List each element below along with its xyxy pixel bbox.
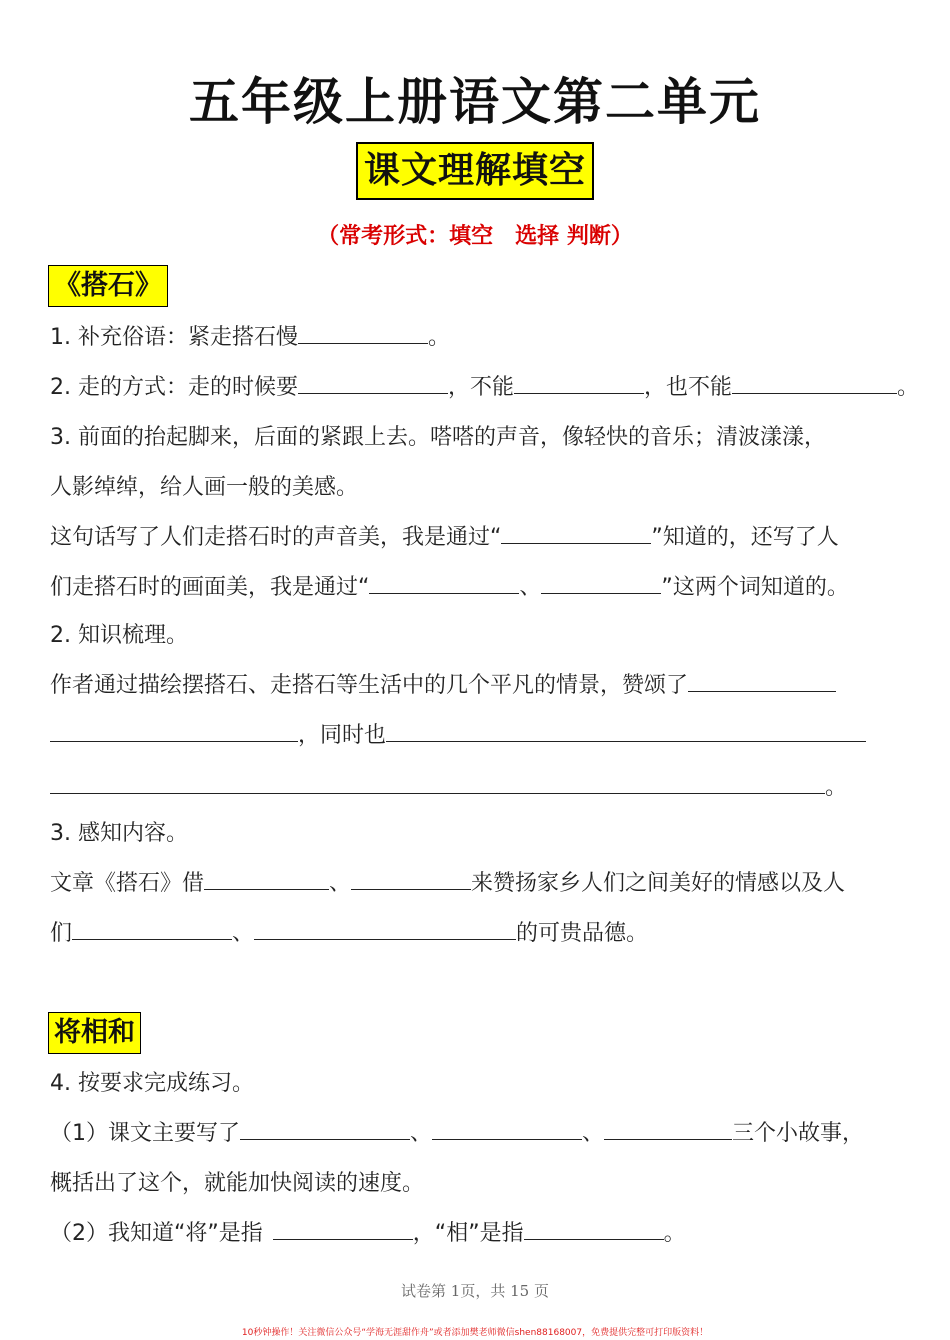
question-text: 、 [519, 575, 542, 600]
answer-blank[interactable] [72, 919, 232, 940]
question-text: ，也不能 [644, 375, 733, 400]
page-subtitle: 课文理解填空 [356, 142, 594, 200]
question-text: 。 [897, 375, 920, 400]
question-4-title: 4. 按要求完成练习。 [50, 1071, 254, 1096]
answer-blank[interactable] [50, 773, 825, 794]
section-tag-dashi: 《搭石》 [48, 265, 168, 307]
question-text: 1. 补充俗语：紧走搭石慢 [50, 325, 298, 350]
question-text: ，同时也 [298, 723, 387, 748]
answer-blank[interactable] [369, 573, 519, 594]
question-text: 2. 走的方式：走的时候要 [50, 375, 298, 400]
content-line-1 [50, 868, 845, 900]
subtitle-wrap [0, 142, 950, 200]
question-text: 、 [329, 871, 352, 896]
question-text: 、 [410, 1121, 433, 1146]
question-text: （1）课文主要写了 [50, 1121, 240, 1146]
question-1 [50, 322, 450, 354]
question-text: ，不能 [447, 375, 514, 400]
page-title: 五年级上册语文第二单元 [189, 73, 761, 131]
question-text: ”知道的，还写了人 [651, 525, 839, 550]
question-text: 。 [427, 325, 450, 350]
answer-blank[interactable] [524, 1219, 664, 1240]
content-title: 3. 感知内容。 [50, 821, 188, 846]
question-3-line-4 [50, 572, 849, 604]
answer-blank[interactable] [541, 573, 661, 594]
question-text: 作者通过描绘摆搭石、走搭石等生活中的几个平凡的情景，赞颂了 [50, 673, 689, 698]
question-4-part-1-line-2: 概括出了这个，就能加快阅读的速度。 [50, 1171, 425, 1196]
question-text: 三个小故事， [732, 1121, 865, 1146]
question-text: 来赞扬家乡人们之间美好的情感以及人 [471, 871, 846, 896]
answer-blank[interactable] [273, 1219, 413, 1240]
answer-blank[interactable] [298, 373, 448, 394]
knowledge-line-2 [50, 720, 866, 752]
question-4-part-1 [50, 1118, 864, 1150]
answer-blank[interactable] [514, 373, 644, 394]
answer-blank[interactable] [501, 523, 651, 544]
question-3-line-3 [50, 522, 839, 554]
answer-blank[interactable] [240, 1119, 410, 1140]
knowledge-line-1 [50, 670, 836, 702]
question-4-part-2 [50, 1218, 686, 1250]
answer-blank[interactable] [732, 373, 897, 394]
answer-blank[interactable] [432, 1119, 582, 1140]
question-text: ”这两个词知道的。 [661, 575, 849, 600]
question-3-line-2: 人影绰绰，给人画一般的美感。 [50, 475, 359, 500]
question-text: 、 [582, 1121, 605, 1146]
question-text: 、 [232, 921, 255, 946]
question-text: 的可贵品德。 [516, 921, 649, 946]
question-text: 。 [825, 775, 848, 800]
promo-banner: 10秒钟操作！关注微信公众号“学海无涯甜作舟”或者添加樊老师微信shen88168007，免费提供完整可打印版资料！ [241, 1328, 709, 1338]
answer-blank[interactable] [50, 721, 298, 742]
knowledge-line-3 [50, 772, 847, 804]
answer-blank[interactable] [204, 869, 329, 890]
answer-blank[interactable] [254, 919, 516, 940]
section-tag-jiangxianghe: 将相和 [48, 1012, 141, 1054]
answer-blank[interactable] [386, 721, 866, 742]
knowledge-title: 2. 知识梳理。 [50, 623, 188, 648]
question-text: 们 [50, 921, 73, 946]
answer-blank[interactable] [298, 323, 428, 344]
question-text: 这句话写了人们走搭石时的声音美，我是通过“ [50, 525, 502, 550]
question-text: ，“相”是指 [412, 1221, 524, 1246]
question-text: 们走搭石时的画面美，我是通过“ [50, 575, 370, 600]
content-line-2 [50, 918, 648, 950]
exam-forms-note: （常考形式：填空 选择 判断） [317, 224, 633, 249]
question-2 [50, 372, 919, 404]
question-text: 文章《搭石》借 [50, 871, 205, 896]
answer-blank[interactable] [688, 671, 836, 692]
page-number: 试卷第 1页，共 15 页 [401, 1282, 549, 1300]
question-3-line-1: 3. 前面的抬起脚来，后面的紧跟上去。嗒嗒的声音，像轻快的音乐；清波漾漾， [50, 425, 826, 450]
question-text: （2）我知道“将”是指 [50, 1221, 263, 1246]
answer-blank[interactable] [351, 869, 471, 890]
answer-blank[interactable] [604, 1119, 732, 1140]
question-text: 。 [663, 1221, 686, 1246]
